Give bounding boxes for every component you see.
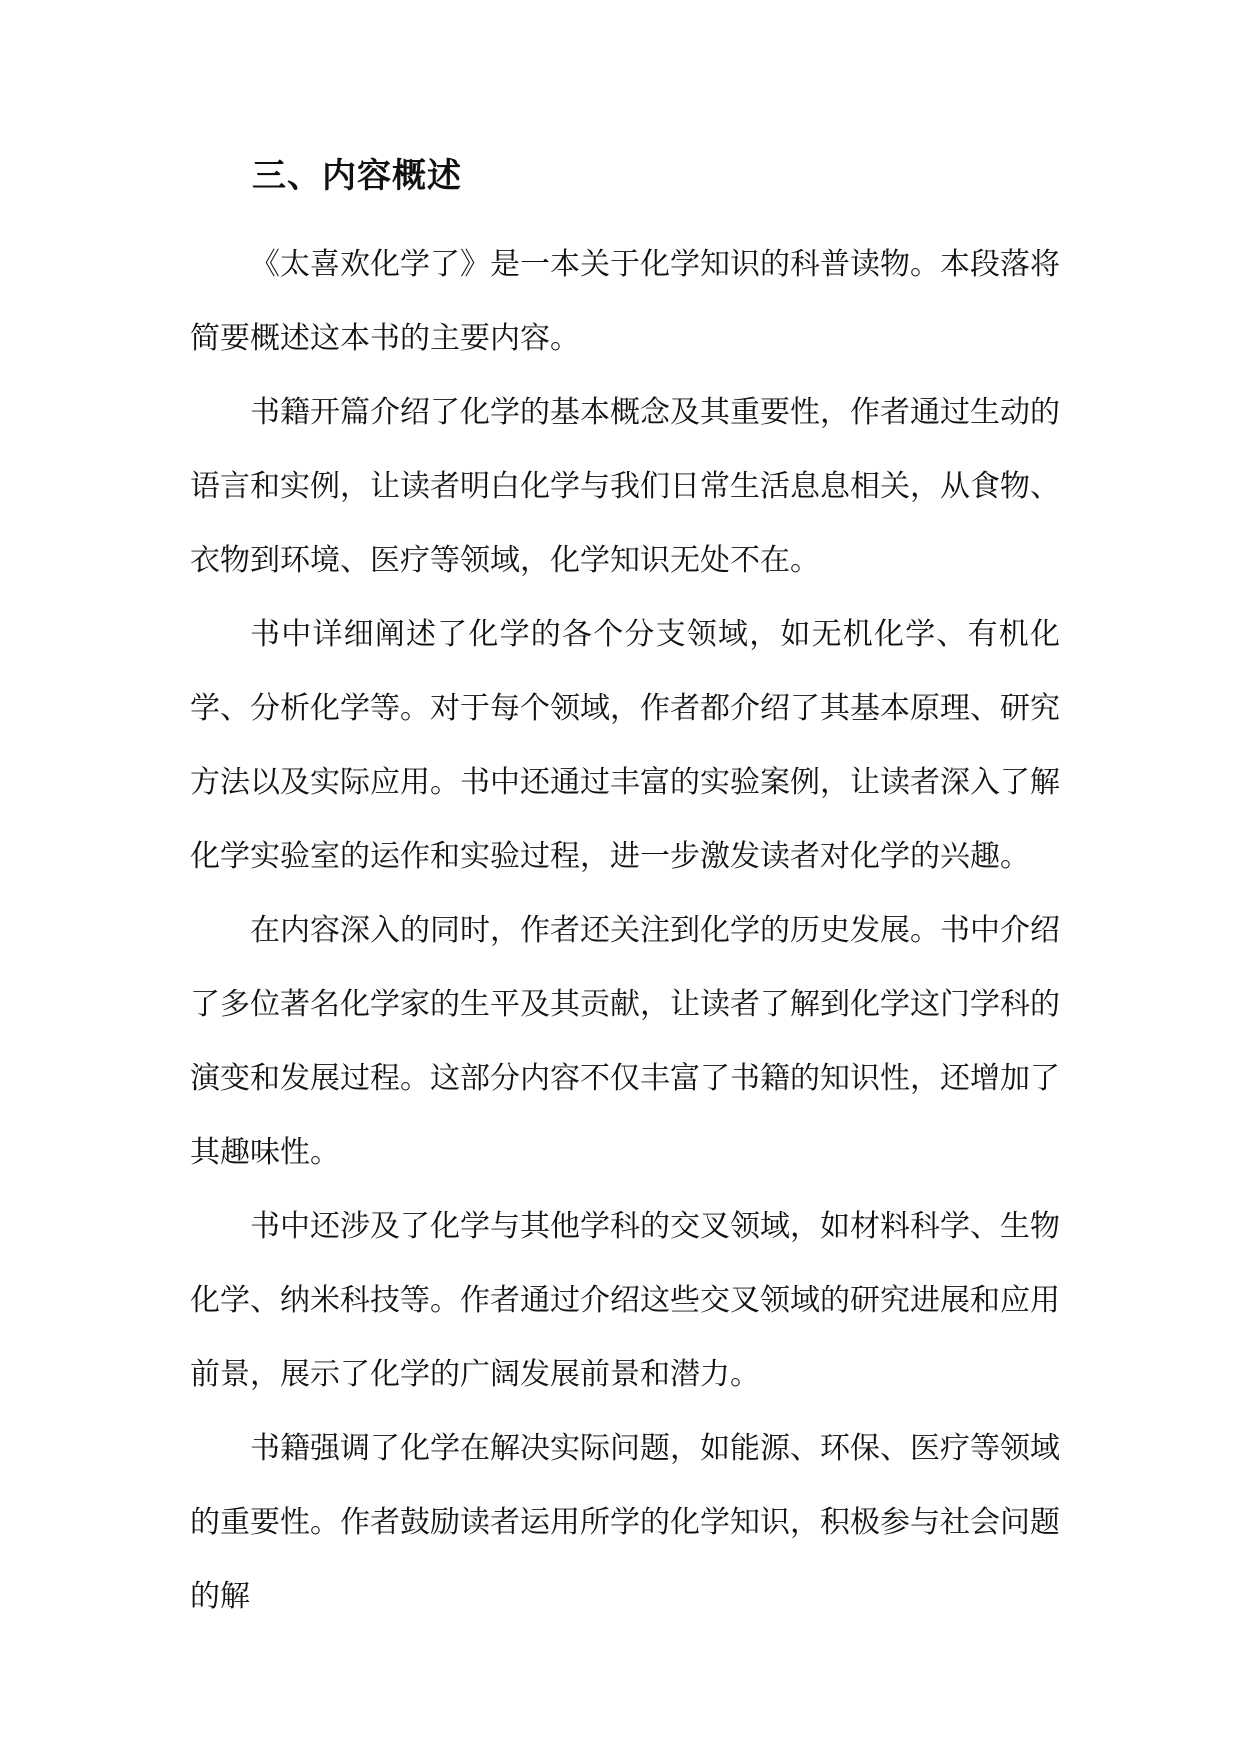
paragraph-applications: 书籍强调了化学在解决实际问题，如能源、环保、医疗等领域的重要性。作者鼓励读者运用所学的化学知识，积极参与社会问题的解 [190,1431,1060,1614]
paragraph-intro: 《太喜欢化学了》是一本关于化学知识的科普读物。本段落将简要概述这本书的主要内容。 [190,247,1060,356]
document-body [190,228,1060,1634]
paragraph-history: 在内容深入的同时，作者还关注到化学的历史发展。书中介绍了多位著名化学家的生平及其贡献，让读者了解到化学这门学科的演变和发展过程。这部分内容不仅丰富了书籍的知识性，还增加了其趣味性。 [190,913,1060,1170]
section-heading: 三、内容概述 [252,156,462,196]
paragraph-basic-concepts: 书籍开篇介绍了化学的基本概念及其重要性，作者通过生动的语言和实例，让读者明白化学与我们日常生活息息相关，从食物、衣物到环境、医疗等领域，化学知识无处不在。 [190,395,1060,578]
paragraph-interdisciplinary: 书中还涉及了化学与其他学科的交叉领域，如材料科学、生物化学、纳米科技等。作者通过介绍这些交叉领域的研究进展和应用前景，展示了化学的广阔发展前景和潜力。 [190,1209,1060,1392]
paragraph-branches: 书中详细阐述了化学的各个分支领域，如无机化学、有机化学、分析化学等。对于每个领域，作者都介绍了其基本原理、研究方法以及实际应用。书中还通过丰富的实验案例，让读者深入了解化学实验室的运作和实验过程，进一步激发读者对化学的兴趣。 [190,617,1060,874]
